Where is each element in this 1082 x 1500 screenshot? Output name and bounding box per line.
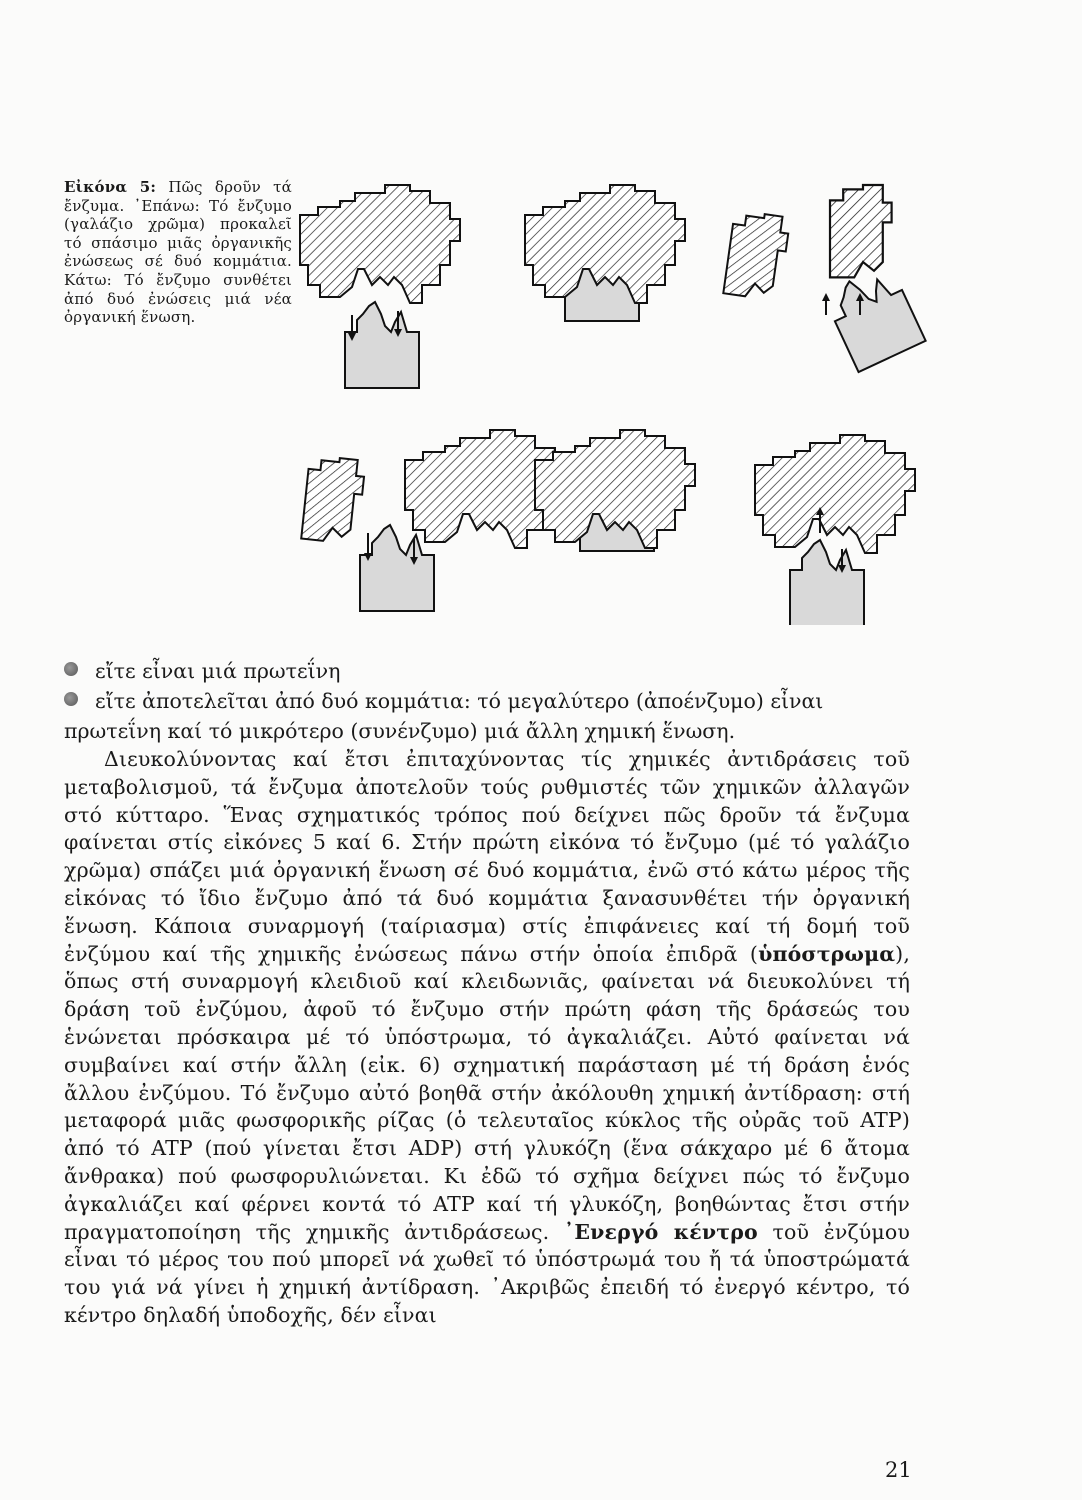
panel-top-3 bbox=[723, 185, 925, 372]
term-substrate: ὑπόστρωμα bbox=[758, 941, 896, 966]
panel-bottom-2 bbox=[535, 430, 695, 551]
bullet-list bbox=[64, 656, 924, 746]
enzyme-figure bbox=[290, 165, 930, 625]
bullet-icon bbox=[64, 662, 78, 676]
body-text-3: τοῦ ἐνζύμου εἶναι τό μέρος του πού μπορεῖ νά χωθεῖ τό ὑπόστρωμά του ἤ τά ὑποστρώματά του γιά νά γίνει ἡ χημική ἀντίδραση. ᾿Ακριβῶς ἐπειδή τό ἐνεργό κέντρο, τό κέντρο δηλαδή ὑποδοχῆς, δέν εἶναι bbox=[64, 1219, 910, 1327]
term-active-site: ᾿Ενεργό κέντρο bbox=[564, 1219, 758, 1244]
caption-text: Πῶς δροῦν τά ἔνζυμα. ᾿Επάνω: Τό ἔνζυμο (γαλάζιο χρῶμα) προκαλεῖ τό σπάσιμο μιᾶς ὀργανικῆς ἐνώσεως σέ δυό κομμάτια. Κάτω: Τό ἔνζυμο συνθέτει ἀπό δυό ἐνώσεις μιά νέα ὀργανική ἕνωση. bbox=[64, 178, 292, 327]
panel-top-2 bbox=[525, 185, 685, 321]
body-paragraph bbox=[64, 746, 910, 1330]
panel-bottom-3 bbox=[755, 435, 915, 625]
list-item bbox=[64, 686, 924, 716]
bullet-text: εἴτε ἀποτελεῖται ἀπό δυό κομμάτια: τό μεγαλύτερο (ἀποένζυμο) εἶναι bbox=[95, 689, 824, 713]
bullet-continuation: πρωτεΐνη καί τό μικρότερο (συνένζυμο) μιά ἄλλη χημική ἕνωση. bbox=[64, 719, 736, 743]
bullet-icon bbox=[64, 692, 78, 706]
body-text-2: ), ὅπως στή συναρμογή κλειδιοῦ καί κλειδωνιᾶς, φαίνεται νά διευκολύνει τή δράση τοῦ ἐνζύμου, ἀφοῦ τό ἔνζυμο στήν πρώτη φάση τῆς δράσεώς του ἑνώνεται πρόσκαιρα μέ τό ὑπόστρωμα, τό ἀγκαλιάζει. Αὐτό φαίνεται νά συμβαίνει καί στήν ἄλλη (εἰκ. 6) σχηματική παράσταση μέ τή δράση ἑνός ἄλλου ἐνζύμου. Τό ἔνζυμο αὐτό βοηθᾶ στήν ἀκόλουθη χημική ἀντίδραση: στή μεταφορά μιᾶς φωσφορικῆς ρίζας (ὁ τελευταῖος κύκλος τῆς οὐρᾶς τοῦ ATP) ἀπό τό ATP (πού γίνεται ἔτσι ADP) στή γλυκόζη (ἕνα σάκχαρο μέ 6 ἄτομα ἄνθρακα) πού φωσφορυλιώνεται. Κι ἐδῶ τό σχῆμα δείχνει πώς τό ἔνζυμο ἀγκαλιάζει καί φέρνει κοντά τό ATP καί τή γλυκόζη, βοηθώντας ἔτσι στήν πραγματοποίηση τῆς χημικῆς ἀντιδράσεως. bbox=[64, 941, 910, 1244]
bullet-text: εἴτε εἶναι μιά πρωτεΐνη bbox=[95, 659, 341, 683]
caption-label: Εἰκόνα 5: bbox=[64, 178, 157, 196]
panel-top-1 bbox=[300, 185, 460, 388]
page-number: 21 bbox=[885, 1458, 912, 1482]
panel-bottom-1 bbox=[301, 430, 565, 611]
body-text-1: Διευκολύνοντας καί ἔτσι ἐπιταχύνοντας τίς χημικές ἀντιδράσεις τοῦ μεταβολισμοῦ, τά ἔνζυμα ἀποτελοῦν τούς ρυθμιστές τῶν χημικῶν ἀλλαγῶν στό κύτταρο. Ἕνας σχηματικός τρόπος πού δείχνει πῶς δροῦν τά ἔνζυμα φαίνεται στίς εἰκόνες 5 καί 6. Στήν πρώτη εἰκόνα τό ἔνζυμο (μέ τό γαλάζιο χρῶμα) σπάζει μιά ὀργανική ἕνωση σέ δυό κομμάτια, ἐνῶ στό κάτω μέρος τῆς εἰκόνας τό ἴδιο ἔνζυμο ἀπό τά δυό κομμάτια ξανασυνθέτει τήν ὀργανική ἕνωση. Κάποια συναρμογή (ταίριασμα) στίς ἐπιφάνειες καί τή δομή τοῦ ἐνζύμου καί τῆς χημικῆς ἐνώσεως πάνω στήν ὁποία ἐπιδρᾶ ( bbox=[64, 747, 910, 966]
list-item bbox=[64, 656, 924, 686]
figure-caption bbox=[64, 178, 292, 327]
